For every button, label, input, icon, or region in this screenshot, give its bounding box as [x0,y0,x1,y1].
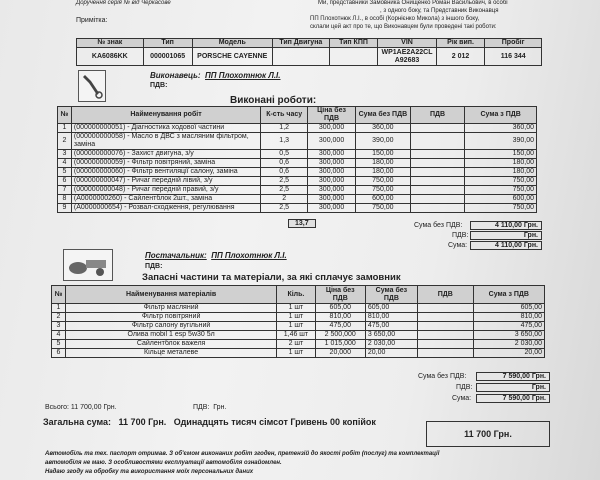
parts-sum-label: Сума: [452,395,472,402]
row-name: (000000000058) - Масло в ДВС з масляним фільтром, заміна [71,133,260,150]
row-qty: 0,5 [261,150,308,159]
row-total: 2 030,00 [473,340,544,349]
row-name: Олива mobil 1 esp 5w30 5л [65,331,276,340]
row-vat [417,349,473,358]
row-total: 150,00 [465,150,537,159]
row-sum: 2 030,00 [365,340,417,349]
row-sum: 600,00 [355,195,410,204]
car-parts-icon [63,249,113,281]
header-line-3: ПП Плохотнюк Л.І., в особі (Корнієнко Микола) з іншого боку, [310,16,480,22]
row-vat [410,124,464,133]
row-total: 475,00 [473,322,544,331]
vehicle-header-mileage: Пробіг [485,39,542,48]
row-vat [410,133,464,150]
row-num: 1 [58,124,72,133]
row-vat [410,150,464,159]
row-total: 390,00 [465,133,537,150]
works-header-vat: ПДВ [410,107,464,124]
vehicle-mileage: 116 344 [485,48,542,66]
row-name: Кільце металеве [65,349,276,358]
total-pdv: ПДВ: Грн. [193,404,227,411]
works-header-num: № [58,107,72,124]
row-name: Сайлентблок важеля [65,340,276,349]
vehicle-header-plate: № знак [77,39,144,48]
row-total: 750,00 [465,177,537,186]
row-price: 300,000 [308,150,356,159]
row-price: 20,000 [315,349,365,358]
row-qty: 1 шт [277,313,315,322]
table-row [58,133,537,150]
row-qty: 0,6 [261,159,308,168]
table-row [58,186,537,195]
row-price: 300,000 [308,177,356,186]
vehicle-header-year: Рік вип. [436,39,485,48]
parts-header-qty: Кіль. [277,286,315,304]
vehicle-gearbox [329,48,378,66]
vehicle-vin: WP1AE2A22CLA92683 [378,48,436,66]
vehicle-plate: KA6086KK [77,48,144,66]
table-row [58,168,537,177]
row-num: 2 [58,133,72,150]
row-qty: 2,5 [261,177,308,186]
vehicle-header-vin: VIN [378,39,436,48]
row-num: 6 [52,349,66,358]
row-sum: 360,00 [355,124,410,133]
row-qty: 2,5 [261,186,308,195]
parts-header-vat: ПДВ [417,286,473,304]
row-vat [410,186,464,195]
row-vat [410,204,464,213]
table-row [58,195,537,204]
parts-vat-label: ПДВ: [456,384,473,391]
row-vat [410,159,464,168]
executor-pdv-label: ПДВ: [150,82,168,89]
parts-header-num: № [52,286,66,304]
parts-header-name: Найменування матеріалів [65,286,276,304]
row-num: 8 [58,195,72,204]
row-vat [410,177,464,186]
row-qty: 2,5 [261,204,308,213]
parts-vat: Грн. [476,383,550,392]
row-price: 810,00 [315,313,365,322]
works-header-name: Найменування робіт [71,107,260,124]
table-row [52,304,545,313]
vehicle-header-engine: Тип Двигуна [272,39,329,48]
row-sum: 750,00 [355,186,410,195]
row-price: 2 500,000 [315,331,365,340]
vehicle-engine [272,48,329,66]
table-row [58,150,537,159]
vehicle-type: 000001065 [143,48,192,66]
works-header-sum: Сума без ПДВ [355,107,410,124]
row-name: Фільтр повітряний [65,313,276,322]
row-name: (000000000060) - Фільтр вентиляції салону, заміна [71,168,260,177]
works-vat-label: ПДВ: [452,232,469,239]
table-row [52,313,545,322]
row-total: 20,00 [473,349,544,358]
vehicle-header-type: Тип [143,39,192,48]
works-header-price: Ціна без ПДВ [308,107,356,124]
works-sum: 4 110,00 Грн. [470,241,542,250]
parts-sum-no-vat-label: Сума без ПДВ: [418,373,467,380]
works-sum-label: Сума: [448,242,468,249]
row-name: Фільтр масляний [65,304,276,313]
row-total: 180,00 [465,159,537,168]
row-price: 605,00 [315,304,365,313]
row-num: 4 [52,331,66,340]
wrench-icon [78,70,106,102]
row-vat [410,195,464,204]
row-price: 300,000 [308,168,356,177]
vehicle-table [76,38,542,66]
row-qty: 1 шт [277,304,315,313]
mandate-line: Доручення серія № від Черкасове [76,0,171,6]
row-sum: 150,00 [355,150,410,159]
executor-label: Виконавець: ПП Плохотнюк Л.І. [150,71,281,80]
parts-title: Запасні частини та матеріали, за які сплачує замовник [142,272,401,283]
table-row [52,340,545,349]
row-num: 2 [52,313,66,322]
row-total: 750,00 [465,204,537,213]
row-qty: 2 [261,195,308,204]
table-row [52,349,545,358]
row-qty: 1 шт [277,349,315,358]
row-qty: 0,6 [261,168,308,177]
works-title: Виконані роботи: [230,95,317,106]
row-vat [417,340,473,349]
parts-header-sum: Сума без ПДВ [365,286,417,304]
row-sum: 810,00 [365,313,417,322]
row-total: 3 650,00 [473,331,544,340]
row-total: 605,00 [473,304,544,313]
row-total: 750,00 [465,186,537,195]
row-vat [417,322,473,331]
grand-total-line: Загальна сума: 11 700 Грн. Одинадцять тисяч сімсот Гривень 00 копійок [43,417,376,427]
row-qty: 1,2 [261,124,308,133]
vehicle-year: 2 012 [436,48,485,66]
vehicle-header-model: Модель [192,39,272,48]
table-row [52,331,545,340]
row-vat [410,168,464,177]
row-price: 475,00 [315,322,365,331]
header-line-1: Ми, представники Замовника Онищенко Роман Васильович, в особі [318,0,508,6]
table-row [52,322,545,331]
table-row [58,177,537,186]
note-label: Примітка: [76,17,108,24]
works-table [57,106,537,213]
row-num: 1 [52,304,66,313]
footer-line-2: автомобіля не маю. З особливостями експлуатації автомобіля ознайомлен. [45,460,282,466]
works-header-total: Сума з ПДВ [465,107,537,124]
parts-sum: 7 590,00 Грн. [476,394,550,403]
row-num: 3 [58,150,72,159]
row-price: 300,000 [308,133,356,150]
row-total: 810,00 [473,313,544,322]
row-sum: 475,00 [365,322,417,331]
row-num: 5 [52,340,66,349]
row-qty: 2 шт [277,340,315,349]
row-name: (000000000051) - Діагностика ходової частини [71,124,260,133]
grand-total-box: 11 700 Грн. [426,421,550,447]
row-vat [417,313,473,322]
row-vat [417,304,473,313]
parts-header-price: Ціна без ПДВ [315,286,365,304]
table-row [58,204,537,213]
row-sum: 750,00 [355,177,410,186]
row-price: 300,000 [308,195,356,204]
row-vat [417,331,473,340]
footer-line-3: Надаю згоду на обробку та використання моїх персональних даних [45,469,254,475]
header-line-2: , з одного боку, та Представник Виконавця [380,8,499,14]
row-name: (000000000076) - Захист двигуна, з/у [71,150,260,159]
footer-line-1: Автомобіль та тех. паспорт отримав. З об'ємом виконаних робіт згоден, претензій до якості робіт (послуг) та комплектації [45,451,440,457]
row-sum: 180,00 [355,168,410,177]
total-all: Всього: 11 700,00 Грн. [45,404,117,411]
row-num: 9 [58,204,72,213]
parts-table [51,285,545,358]
row-sum: 390,00 [355,133,410,150]
row-num: 6 [58,177,72,186]
row-num: 3 [52,322,66,331]
table-row [58,159,537,168]
row-total: 180,00 [465,168,537,177]
table-row [58,124,537,133]
row-sum: 750,00 [355,204,410,213]
row-price: 300,000 [308,204,356,213]
row-price: 300,000 [308,186,356,195]
row-name: Фільтр салону вугільний [65,322,276,331]
works-vat: Грн. [470,231,542,240]
row-num: 7 [58,186,72,195]
row-name: (A0000000260) - Сайлентблок 2шт., заміна [71,195,260,204]
works-sum-no-vat-label: Сума без ПДВ: [414,222,463,229]
row-total: 360,00 [465,124,537,133]
parts-header-total: Сума з ПДВ [473,286,544,304]
row-qty: 1 шт [277,322,315,331]
row-name: (A0000000654) - Розвал-сходження, регулювання [71,204,260,213]
row-sum: 605,00 [365,304,417,313]
parts-sum-no-vat: 7 590,00 Грн. [476,372,550,381]
row-total: 600,00 [465,195,537,204]
row-sum: 20,00 [365,349,417,358]
supplier-pdv-label: ПДВ: [145,263,163,270]
vehicle-header-gearbox: Тип КПП [329,39,378,48]
works-total-qty: 13,7 [288,219,316,228]
row-name: (000000000047) - Ричаг передній лівий, з/у [71,177,260,186]
row-qty: 1,3 [261,133,308,150]
works-header-qty: К-сть часу [261,107,308,124]
works-sum-no-vat: 4 110,00 Грн. [470,221,542,230]
row-qty: 1,46 шт [277,331,315,340]
vehicle-model: PORSCHE CAYENNE [192,48,272,66]
supplier-label: Постачальник: ПП Плохотнюк Л.І. [145,251,287,260]
row-num: 5 [58,168,72,177]
row-sum: 180,00 [355,159,410,168]
row-sum: 3 650,00 [365,331,417,340]
row-price: 1 015,000 [315,340,365,349]
row-price: 300,000 [308,159,356,168]
row-price: 300,000 [308,124,356,133]
row-name: (000000000048) - Ричаг передній правий, з/у [71,186,260,195]
row-name: (000000000059) - Фільтр повітряний, заміна [71,159,260,168]
row-num: 4 [58,159,72,168]
header-line-4: склали цей акт про те, що Виконавцем були проведені такі роботи: [310,24,497,30]
